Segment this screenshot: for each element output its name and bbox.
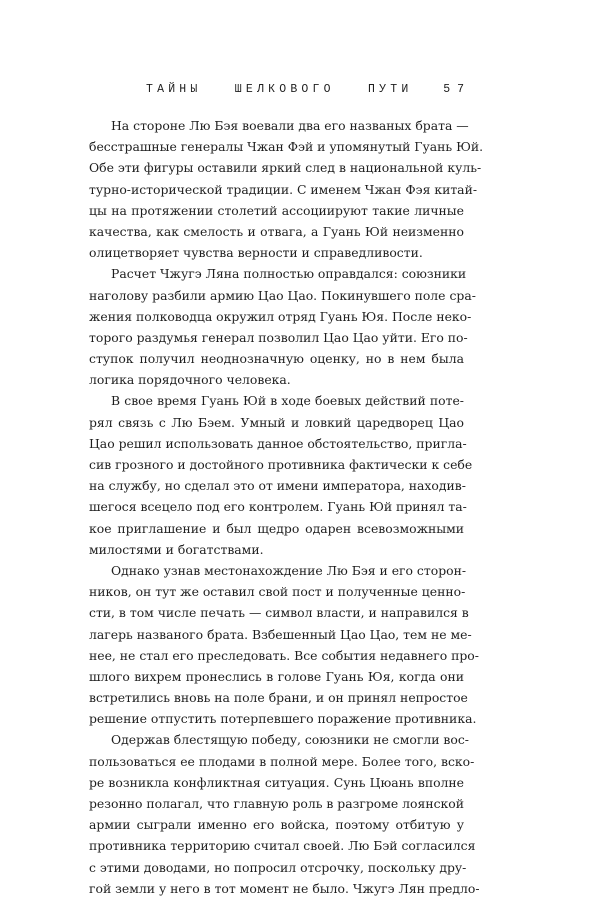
text-line: сив грозного и достойного противника фактически к себе <box>89 457 473 472</box>
text-line: шлого вихрем пронеслись в голове Гуань Юя, когда они <box>89 668 464 684</box>
paragraph <box>89 263 476 390</box>
text-line: жения полководца окружил отряд Гуань Юя. После неко- <box>89 308 472 324</box>
text-line: с этими доводами, но попросил отсрочку, поскольку дру- <box>89 859 467 875</box>
text-line: турно-исторической традиции. С именем Чжан Фэя китай- <box>89 181 478 197</box>
paragraph <box>89 729 480 899</box>
text-line: резонно полагал, что главную роль в разгроме лоянской <box>89 796 464 811</box>
running-title: ТАЙНЫ ШЕЛКОВОГО ПУТИ <box>146 83 413 96</box>
text-line: В свое время Гуань Юй в ходе боевых действий поте- <box>111 393 464 409</box>
text-line: решение отпустить потерпевшего поражение противника. <box>89 711 477 727</box>
text-line: Расчет Чжугэ Ляна полностью оправдался: союзники <box>111 266 467 282</box>
text-line: рял связь с Лю Бэем. Умный и ловкий царедворец Цао <box>89 414 464 430</box>
text-line: Одержав блестящую победу, союзники не смогли вос- <box>111 732 469 748</box>
text-line: нее, не стал его преследовать. Все события недавнего про- <box>89 647 479 663</box>
text-line: олицетворяет чувства верности и справедливости. <box>89 245 423 261</box>
text-line: лагерь названого брата. Взбешенный Цао Цао, тем не ме- <box>89 626 472 642</box>
text-line: армии сыграли именно его войска, поэтому отбитую у <box>89 817 464 833</box>
text-line: милостями и богатствами. <box>89 541 264 557</box>
text-line: качества, как смелость и отвага, а Гуань Юй неизменно <box>89 223 464 239</box>
running-header <box>146 83 471 101</box>
text-line: гой земли у него в тот момент не было. Чжугэ Лян предло- <box>89 880 480 896</box>
text-line: Обе эти фигуры оставили яркий след в национальной куль- <box>89 160 482 176</box>
text-line: торого раздумья генерал позволил Цао Цао уйти. Его по- <box>89 329 468 345</box>
paragraph <box>89 390 473 560</box>
body-text <box>89 115 484 899</box>
text-line: цы на протяжении столетий ассоциируют такие личные <box>89 202 464 218</box>
text-line: шегося всецело под его контролем. Гуань Юй принял та- <box>89 499 467 515</box>
text-line: логика порядочного человека. <box>89 372 291 388</box>
text-line: Однако узнав местонахождение Лю Бэя и его сторон- <box>111 562 467 578</box>
paragraph <box>89 115 484 263</box>
text-line: Цао решил использовать данное обстоятельство, пригла- <box>89 435 467 451</box>
text-line: противника территорию считал своей. Лю Бэй согласился <box>89 838 476 854</box>
text-line: на службу, но сделал это от имени императора, находив- <box>89 478 466 494</box>
paragraph <box>89 560 479 730</box>
text-line: ре возникла конфликтная ситуация. Сунь Цюань вполне <box>89 774 464 790</box>
text-line: пользоваться ее плодами в полной мере. Более того, вско- <box>89 753 475 769</box>
text-line: встретились вновь на поле брани, и он принял непростое <box>89 690 468 706</box>
text-line: кое приглашение и был щедро одарен всевозможными <box>89 520 464 536</box>
text-line: бесстрашные генералы Чжан Фэй и упомянутый Гуань Юй. <box>89 139 484 155</box>
text-line: ступок получил неоднозначную оценку, но в нем была <box>89 351 464 367</box>
text-line: сти, в том числе печать — символ власти, и направился в <box>89 605 469 621</box>
text-line: На стороне Лю Бэя воевали два его названых брата — <box>111 118 469 133</box>
text-line: наголову разбили армию Цао Цао. Покинувшего поле сра- <box>89 287 476 303</box>
page-number: 57 <box>443 83 471 96</box>
text-line: ников, он тут же оставил свой пост и полученные ценно- <box>89 584 466 600</box>
